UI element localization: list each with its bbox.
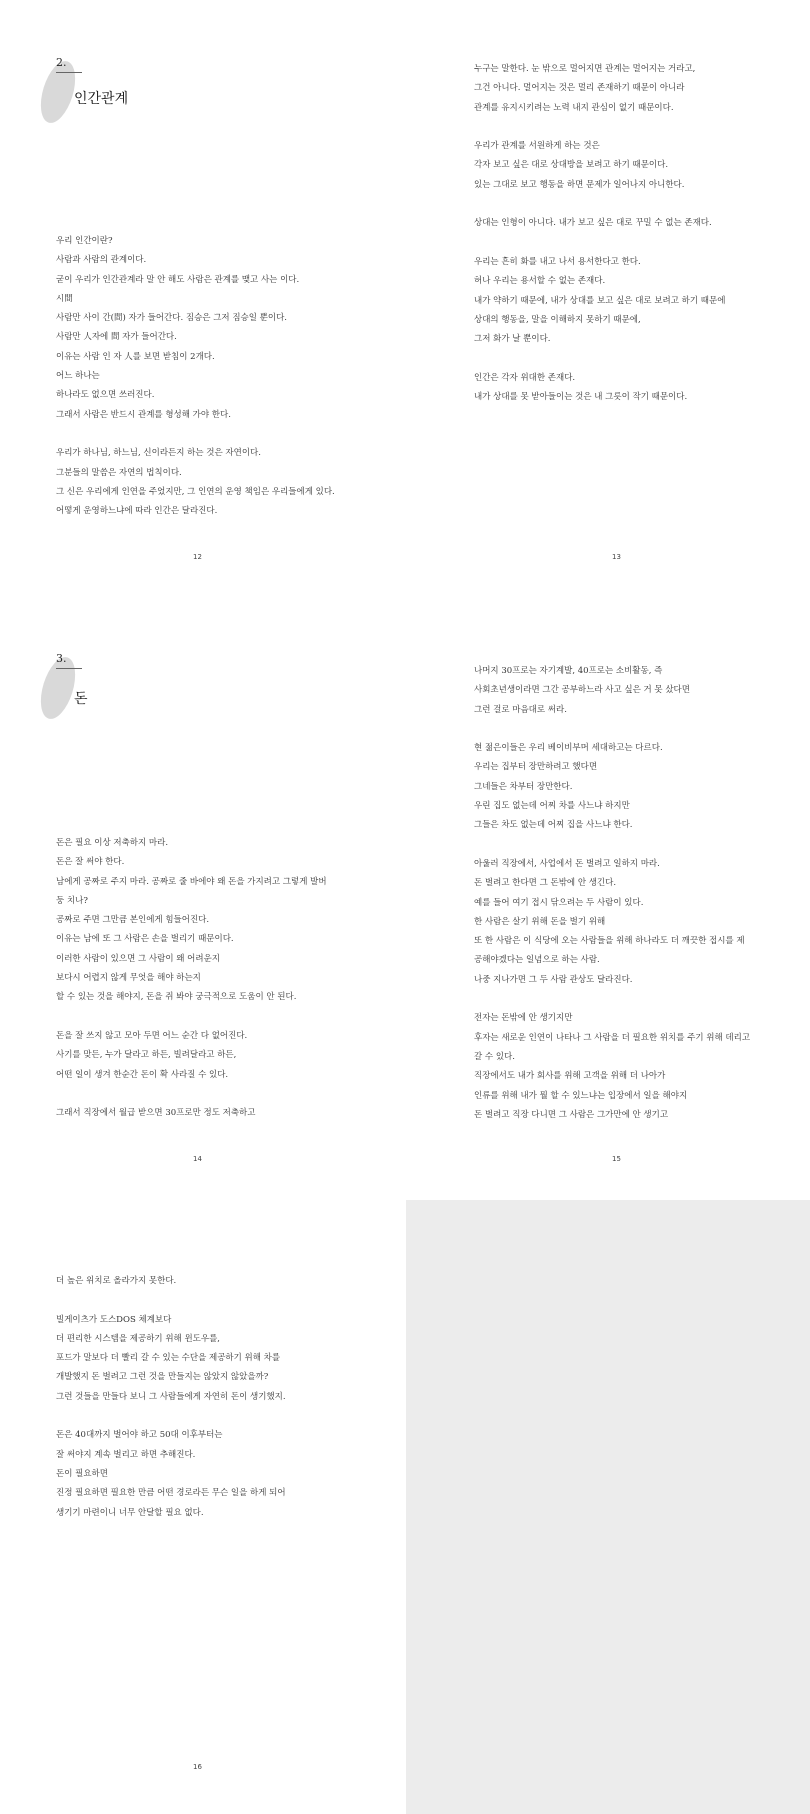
text-line: 우리가 하나님, 하느님, 신이라든지 하는 것은 자연이다.	[56, 448, 261, 459]
text-line: 생기기 마련이니 너무 안달할 필요 없다.	[56, 1507, 204, 1518]
text-line: 이러한 사람이 있으면 그 사람이 왜 어려운지	[56, 953, 221, 964]
text-line: 상대의 행동을, 말을 이해하지 못하기 때문에,	[474, 314, 641, 325]
text-line: 예를 들어 여기 접시 닦으려는 두 사람이 있다.	[474, 897, 644, 908]
text-line: 인류를 위해 내가 뭘 할 수 있느냐는 입장에서 일을 해야지	[474, 1090, 688, 1101]
paragraph-gap	[474, 990, 750, 1009]
text-line: 돈 벌려고 한다면 그 돈밖에 안 생긴다.	[474, 878, 617, 889]
chapter-title: 인간관계	[74, 91, 129, 107]
text-line: 그런 것들을 만들다 보니 그 사람들에게 자연히 돈이 생기했지.	[56, 1391, 286, 1402]
text-line: 이유는 사람 인 자 人를 보면 받침이 2개다.	[56, 351, 215, 362]
text-line: 돈은 필요 이상 저축하지 마라.	[56, 838, 169, 848]
text-line: 누구는 말한다. 눈 밖으로 멀어지면 관계는 멀어지는 거라고,	[474, 64, 696, 74]
text-line: 사기를 맞든, 누가 달라고 하든, 빌려달라고 하든,	[56, 1050, 237, 1061]
text-line: 빌게이츠가 도스DOS 체계보다	[56, 1314, 172, 1325]
page-15-text	[474, 662, 750, 1125]
text-line: 현 젊은이들은 우리 베이비부머 세대하고는 다르다.	[474, 743, 663, 754]
text-line: 돈 벌려고 직장 다니면 그 사람은 그가만에 안 생기고	[474, 1109, 669, 1120]
text-line: 남에게 공짜로 주지 마라. 공짜로 줄 바에야 왜 돈을 가지려고 그렇게 발버	[56, 876, 327, 887]
text-line: 굳이 우리가 인간관계라 말 안 해도 사람은 관계를 맺고 사는 이다.	[56, 274, 300, 285]
text-line: 우리가 관계를 서원하게 하는 것은	[474, 141, 600, 152]
text-line: 그래서 직장에서 월급 받으면 30프로만 정도 저축하고	[56, 1108, 256, 1119]
text-line: 그분들의 말씀은 자연의 법칙이다.	[56, 467, 182, 478]
text-line: 돈은 잘 써야 한다.	[56, 857, 125, 868]
text-line: 사람과 사람의 관계이다.	[56, 255, 147, 266]
paragraph-gap	[474, 349, 725, 368]
page-number-16: 16	[193, 1763, 202, 1771]
paragraph-gap	[56, 1407, 286, 1426]
paragraph-gap	[56, 1085, 327, 1104]
text-line: 둥 치나?	[56, 895, 88, 906]
paragraph-gap	[56, 1008, 327, 1027]
text-line: 시間	[56, 293, 73, 304]
text-line: 더 편리한 시스템을 제공하기 위해 윈도우를,	[56, 1333, 221, 1344]
page-12-text	[56, 232, 335, 521]
spread-pages-14-15	[0, 600, 810, 1200]
text-line: 나중 지나가면 그 두 사람 관상도 달라진다.	[474, 974, 633, 985]
page-17-background	[406, 1200, 810, 1814]
chapter-title: 돈	[74, 691, 88, 707]
text-line: 어느 하나는	[56, 371, 100, 382]
text-line: 하나라도 없으면 쓰러진다.	[56, 390, 155, 401]
page-number-13: 13	[612, 553, 621, 561]
text-line: 관계를 유지시키려는 노력 내지 관심이 없기 때문이다.	[474, 102, 674, 113]
paragraph-gap	[474, 836, 750, 855]
spread-pages-16-17	[0, 1200, 810, 1814]
text-line: 그 신은 우리에게 인연을 주었지만, 그 인연의 운영 책임은 우리들에게 있다.	[56, 486, 335, 497]
text-line: 그래서 사람은 반드시 관계를 형성해 가야 한다.	[56, 409, 231, 420]
text-line: 사회초년생이라면 그간 공부하느라 사고 싶은 거 못 샀다면	[474, 685, 690, 696]
paragraph-gap	[474, 234, 725, 253]
page-number-15: 15	[612, 1155, 621, 1163]
text-line: 내가 약하기 때문에, 내가 상대를 보고 싶은 대로 보려고 하기 때문에	[474, 295, 726, 306]
text-line: 돈을 잘 쓰지 않고 모아 두면 어느 순간 다 없어진다.	[56, 1030, 248, 1041]
text-line: 그저 화가 날 뿐이다.	[474, 334, 551, 345]
text-line: 갈 수 있다.	[474, 1051, 515, 1062]
text-line: 돈은 40대까지 벌어야 하고 50대 이후부터는	[56, 1430, 223, 1441]
text-line: 사람만 人자에 間 자가 들어간다.	[56, 332, 177, 343]
paragraph-gap	[56, 425, 335, 444]
page-number-12: 12	[193, 553, 202, 561]
text-line: 그들은 차도 없는데 어찌 집을 사느냐 한다.	[474, 820, 633, 831]
page-16-text	[56, 1272, 286, 1523]
text-line: 인간은 각자 위대한 존재다.	[474, 372, 576, 383]
page-13-text	[474, 60, 725, 407]
paragraph-gap	[474, 118, 725, 137]
text-line: 우린 집도 없는데 어찌 차를 사느냐 하지만	[474, 801, 630, 812]
text-line: 우리는 흔히 화를 내고 나서 용서한다고 한다.	[474, 256, 641, 267]
text-line: 또 한 사람은 이 식당에 오는 사람들을 위해 하나라도 더 깨끗한 접시를 제	[474, 936, 745, 947]
text-line: 허나 우리는 용서할 수 없는 존재다.	[474, 276, 606, 287]
page-14-text	[56, 834, 327, 1123]
paragraph-gap	[474, 720, 750, 739]
text-line: 한 사람은 살기 위해 돈을 벌기 위해	[474, 916, 606, 927]
text-line: 우리는 집부터 장만하려고 했다면	[474, 762, 598, 773]
paragraph-gap	[56, 1291, 286, 1310]
spread-pages-12-13	[0, 0, 810, 600]
text-line: 공해야겠다는 일념으로 하는 사람.	[474, 955, 600, 966]
text-line: 내가 상대를 못 받아들이는 것은 내 그릇이 작기 때문이다.	[474, 392, 688, 403]
text-line: 포드가 말보다 더 빨리 갈 수 있는 수단을 제공하기 위해 차를	[56, 1353, 281, 1364]
text-line: 후자는 새로운 인연이 나타나 그 사람을 더 필요한 위치를 주기 위해 데리고	[474, 1032, 751, 1043]
chapter-number: 3.	[56, 652, 67, 665]
text-line: 각자 보고 싶은 대로 상대방을 보려고 하기 때문이다.	[474, 160, 669, 171]
text-line: 할 수 있는 것을 해야지, 돈을 쥐 봐야 궁극적으로 도움이 안 된다.	[56, 992, 297, 1003]
chapter-number: 2.	[56, 56, 67, 69]
page-number-14: 14	[193, 1155, 202, 1163]
text-line: 공짜로 주면 그만큼 본인에게 힘들어진다.	[56, 915, 210, 926]
paragraph-gap	[474, 195, 725, 214]
text-line: 보다시 어렵지 않게 무엇을 해야 하는지	[56, 973, 201, 984]
text-line: 상대는 인형이 아니다. 내가 보고 싶은 대로 꾸밀 수 없는 존재다.	[474, 218, 712, 229]
text-line: 그런 걸로 마음대로 써라.	[474, 704, 567, 715]
text-line: 그네들은 차부터 장만한다.	[474, 781, 573, 792]
text-line: 직장에서도 내가 회사를 위해 고객을 위해 더 나아가	[474, 1071, 666, 1082]
text-line: 전자는 돈밖에 안 생기지만	[474, 1013, 573, 1024]
text-line: 어떤 일이 생겨 한순간 돈이 확 사라질 수 있다.	[56, 1069, 229, 1080]
text-line: 잘 써야지 계속 벌리고 하면 추해진다.	[56, 1449, 196, 1460]
text-line: 진정 필요하면 필요한 만큼 어떤 경로라든 무슨 일을 하게 되어	[56, 1488, 286, 1499]
text-line: 나머지 30프로는 자기계발, 40프로는 소비활동, 즉	[474, 666, 663, 676]
text-line: 그건 아니다. 멀어지는 것은 멀리 존재하기 때문이 아니라	[474, 83, 685, 94]
text-line: 돈이 필요하면	[56, 1468, 108, 1479]
text-line: 이유는 남에 또 그 사람은 손을 벌리기 때문이다.	[56, 934, 234, 945]
text-line: 사람만 사이 간(間) 자가 들어간다. 짐승은 그저 짐승일 뿐이다.	[56, 313, 288, 324]
text-line: 개발했지 돈 벌려고 그런 것을 만들지는 않았지 않았을까?	[56, 1372, 269, 1383]
text-line: 어떻게 운영하느냐에 따라 인간은 달라진다.	[56, 506, 218, 517]
text-line: 아울러 직장에서, 사업에서 돈 벌려고 일하지 마라.	[474, 858, 660, 869]
text-line: 더 높은 위치로 올라가지 못한다.	[56, 1276, 177, 1286]
text-line: 있는 그대로 보고 행동을 하면 문제가 일어나지 아니한다.	[474, 179, 685, 190]
text-line: 우리 인간이란?	[56, 236, 113, 246]
